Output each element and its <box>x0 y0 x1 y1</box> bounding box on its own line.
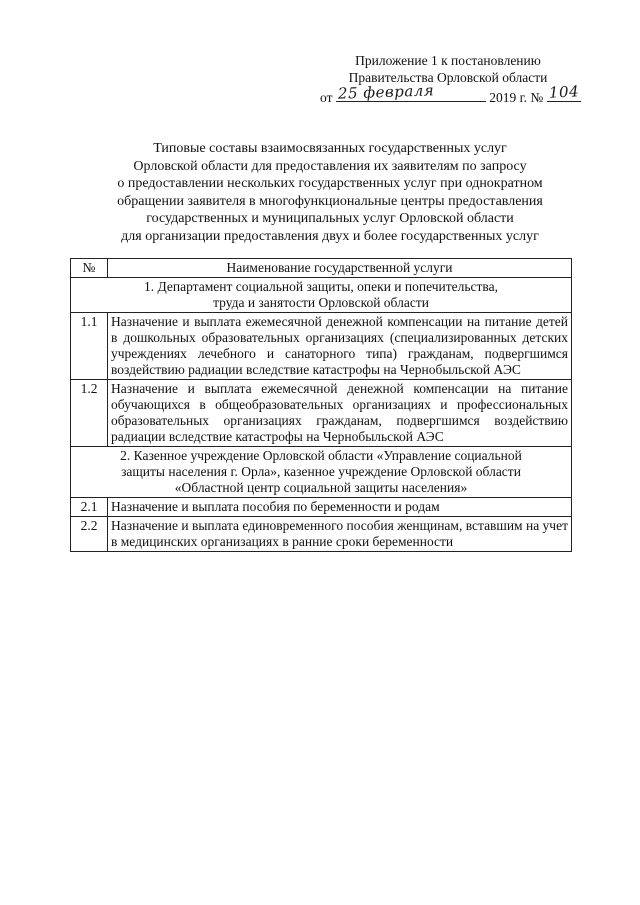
table-header-row <box>71 259 572 278</box>
title-line: о предоставлении нескольких государственных услуг при однократном <box>117 176 543 191</box>
appendix-date-line <box>318 81 580 106</box>
item-text: Назначение и выплата пособия по беременности и родам <box>108 498 572 517</box>
item-number: 2.1 <box>71 498 108 517</box>
section-title-line: труда и занятости Орловской области <box>213 295 429 310</box>
item-number: 1.1 <box>71 313 108 380</box>
section-row <box>71 278 572 313</box>
section-title <box>71 278 572 313</box>
title-line: государственных и муниципальных услуг Орловской области <box>146 211 514 226</box>
header-num: № <box>71 259 108 278</box>
title-line: Типовые составы взаимосвязанных государственных услуг <box>153 141 507 156</box>
appendix-header <box>318 52 578 106</box>
title-line: обращении заявителя в многофункциональные центры предоставления <box>117 193 543 209</box>
handwritten-date: 25 февраля <box>337 81 435 103</box>
appendix-line-1: Приложение 1 к постановлению <box>355 53 541 68</box>
section-title-line: 1. Департамент социальной защиты, опеки и попечительства, <box>143 279 498 294</box>
appendix-line-2: Правительства Орловской области <box>348 70 548 85</box>
section-title-line: 2. Казенное учреждение Орловской области «Управление социальной <box>120 448 522 463</box>
date-prefix: от <box>320 90 333 105</box>
item-text: Назначение и выплата ежемесячной денежной компенсации на питание обучающихся в общеобразовательных организациях и профессиональных образовательных организациях гражданам, подвергшимся воздействию радиации вследствие катастрофы на Чернобыльской АЭС <box>108 380 572 447</box>
section-title-line: защиты населения г. Орла», казенное учреждение Орловской области <box>121 464 521 479</box>
item-text: Назначение и выплата единовременного пособия женщинам, вставшим на учет в медицинских организациях в ранние сроки беременности <box>108 517 572 552</box>
services-table <box>70 258 572 552</box>
title-line: для организации предоставления двух и более государственных услуг <box>121 228 539 244</box>
table-row <box>71 380 572 447</box>
header-name: Наименование государственной услуги <box>108 259 572 278</box>
document-title <box>60 140 600 245</box>
item-number: 2.2 <box>71 517 108 552</box>
section-row <box>71 447 572 498</box>
table-row <box>71 498 572 517</box>
table-row <box>71 517 572 552</box>
title-line: Орловской области для предоставления их заявителям по запросу <box>133 158 527 174</box>
item-text: Назначение и выплата ежемесячной денежной компенсации на питание детей в дошкольных образовательных организациях (специализированных детских учреждениях лечебного и санаторного типа) гражданам, подвергшимся воздействию радиации вследствие катастрофы на Чернобыльской АЭС <box>108 313 572 380</box>
year-text: 2019 г. № <box>489 90 544 105</box>
date-field <box>336 81 486 103</box>
handwritten-number: 104 <box>548 82 580 102</box>
section-title <box>71 447 572 498</box>
table-row <box>71 313 572 380</box>
item-number: 1.2 <box>71 380 108 447</box>
section-title-line: «Областной центр социальной защиты населения» <box>174 480 468 495</box>
number-field <box>547 82 581 102</box>
